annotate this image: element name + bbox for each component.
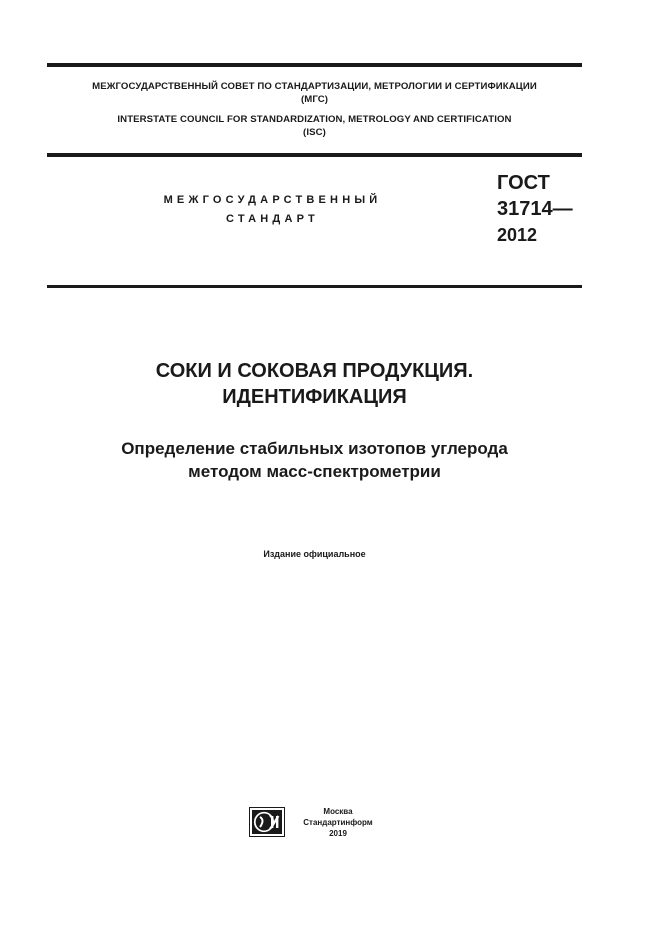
document-subtitle-line2: методом масс-спектрометрии xyxy=(188,462,441,481)
gost-label: ГОСТ xyxy=(497,172,550,194)
gost-number: 31714— xyxy=(497,198,573,220)
gost-designation xyxy=(497,170,573,248)
document-subtitle xyxy=(47,437,582,483)
top-divider xyxy=(47,63,582,67)
document-title-line1: СОКИ И СОКОВАЯ ПРОДУКЦИЯ. xyxy=(155,360,474,382)
publisher-info xyxy=(298,806,378,839)
council-name-en-line1: INTERSTATE COUNCIL FOR STANDARDIZATION, METROLOGY AND CERTIFICATION xyxy=(117,114,512,125)
council-name-ru-line1: МЕЖГОСУДАРСТВЕННЫЙ СОВЕТ ПО СТАНДАРТИЗАЦИИ, МЕТРОЛОГИИ И СЕРТИФИКАЦИИ xyxy=(92,81,537,92)
standard-type-line1: МЕЖГОСУДАРСТВЕННЫЙ xyxy=(163,194,382,206)
council-name-ru xyxy=(47,80,582,106)
edition-label: Издание официальное xyxy=(263,549,366,559)
bottom-divider xyxy=(47,285,582,288)
document-title-line2: ИДЕНТИФИКАЦИЯ xyxy=(222,386,407,408)
council-name-en xyxy=(47,113,582,139)
middle-divider xyxy=(47,153,582,157)
publisher-city: Москва xyxy=(323,807,353,816)
document-title xyxy=(47,358,582,410)
publisher-name: Стандартинформ xyxy=(303,818,373,827)
standard-type-line2: СТАНДАРТ xyxy=(226,213,319,225)
gost-year: 2012 xyxy=(497,225,538,245)
publisher-year: 2019 xyxy=(329,829,347,838)
council-abbrev-ru: (МГС) xyxy=(300,94,329,105)
standartinform-logo-icon xyxy=(249,807,285,837)
document-subtitle-line1: Определение стабильных изотопов углерода xyxy=(121,439,508,458)
council-abbrev-en: (ISC) xyxy=(303,127,326,138)
